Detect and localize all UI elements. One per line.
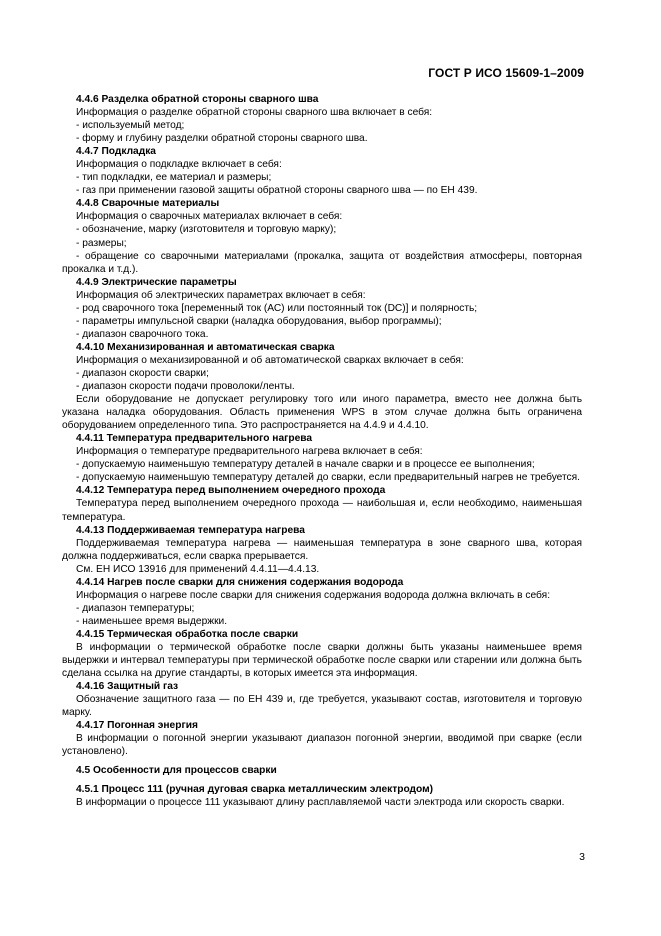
paragraph: Информация о температуре предварительного нагрева включает в себя: (76, 446, 423, 458)
list-item: - газ при применении газовой защиты обратной стороны сварного шва — по ЕН 439. (76, 185, 478, 197)
list-item: - диапазон скорости подачи проволоки/ленты. (76, 381, 295, 393)
list-item: - допускаемую наименьшую температуру деталей до сварки, если предварительный нагрев не требуется. (76, 472, 580, 484)
list-item: - размеры; (76, 237, 127, 249)
paragraph: Температура перед выполнением очередного прохода — наибольшая и, если необходимо, наименьшая температура. (62, 498, 582, 523)
paragraph: Информация об электрических параметрах включает в себя: (76, 289, 366, 301)
section-heading: 4.5 Особенности для процессов сварки (76, 765, 277, 777)
section-heading: 4.4.7 Подкладка (76, 146, 156, 158)
list-item: - допускаемую наименьшую температуру деталей в начале сварки и в процессе ее выполнения; (76, 459, 535, 471)
list-item: - род сварочного тока [переменный ток (АС) или постоянный ток (DC)] и полярность; (76, 302, 478, 314)
section-heading: 4.4.10 Механизированная и автоматическая сварка (76, 341, 335, 353)
section-heading: 4.4.6 Разделка обратной стороны сварного шва (76, 94, 319, 105)
list-item: - обозначение, марку (изготовителя и торговую марку); (76, 224, 337, 236)
section-heading: 4.4.16 Защитный газ (76, 681, 179, 693)
list-item: - наименьшее время выдержки. (76, 615, 228, 627)
paragraph: Обозначение защитного газа — по ЕН 439 и, где требуется, указывают состав, изготовителя и торговую марку. (62, 694, 582, 719)
paragraph: Информация о механизированной и об автоматической сварках включает в себя: (76, 354, 464, 366)
paragraph: Информация о подкладке включает в себя: (76, 159, 282, 171)
section-heading: 4.4.13 Поддерживаемая температура нагрева (76, 524, 305, 536)
document-body (62, 93, 582, 810)
section-heading: 4.4.11 Температура предварительного нагрева (76, 433, 313, 445)
list-item: - используемый метод; (76, 120, 185, 132)
section-heading: 4.4.14 Нагрев после сварки для снижения содержания водорода (76, 576, 404, 588)
section-heading: 4.4.8 Сварочные материалы (76, 198, 220, 210)
paragraph: Информация о разделке обратной стороны сварного шва включает в себя: (76, 107, 433, 119)
list-item: - диапазон сварочного тока. (76, 328, 209, 340)
list-item: - диапазон скорости сварки; (76, 367, 209, 379)
paragraph: См. ЕН ИСО 13916 для применений 4.4.11—4.4.13. (76, 563, 320, 575)
page-number: 3 (579, 851, 585, 863)
section-heading: 4.4.15 Термическая обработка после сварки (76, 628, 299, 640)
paragraph: В информации о погонной энергии указывают диапазон погонной энергии, вводимой при сварке (если установлено). (62, 733, 582, 758)
list-item: - тип подкладки, ее материал и размеры; (76, 172, 272, 184)
standard-designation: ГОСТ Р ИСО 15609-1–2009 (428, 66, 584, 80)
paragraph: В информации о процессе 111 указывают длину расплавляемой части электрода или скорость сварки. (76, 797, 565, 809)
section-heading: 4.4.12 Температура перед выполнением очередного прохода (76, 485, 386, 497)
section-heading: 4.4.17 Погонная энергия (76, 720, 198, 732)
section-heading: 4.4.9 Электрические параметры (76, 276, 237, 288)
paragraph: Информация о нагреве после сварки для снижения содержания водорода должна включать в себя: (76, 589, 551, 601)
paragraph: Поддерживаемая температура нагрева — наименьшая температура в зоне сварного шва, которая должна поддерживаться, если сварка прерывается. (62, 537, 582, 562)
paragraph: В информации о термической обработке после сварки должны быть указаны наименьшее время выдержки и интервал температуры при термической обработке после сварки или старении или должна быть сделана ссылка на другие стандарты, в которых имеется эта информация. (62, 641, 582, 680)
paragraph: Если оборудование не допускает регулировку того или иного параметра, вместо нее должна быть указана наладка оборудования. Область применения WPS в этом случае должна быть ограничена оборудованием определенного типа. Это распространяется на 4.4.9 и 4.4.10. (62, 394, 582, 432)
section-heading: 4.5.1 Процесс 111 (ручная дуговая сварка металлическим электродом) (76, 784, 434, 796)
paragraph: Информация о сварочных материалах включает в себя: (76, 211, 343, 223)
list-item: - параметры импульсной сварки (наладка оборудования, выбор программы); (76, 315, 442, 327)
list-item: - обращение со сварочными материалами (прокалка, защита от воздействия атмосферы, повторная прокалка и т.д.). (62, 250, 582, 275)
list-item: - диапазон температуры; (76, 602, 195, 614)
list-item: - форму и глубину разделки обратной стороны сварного шва. (76, 133, 368, 145)
